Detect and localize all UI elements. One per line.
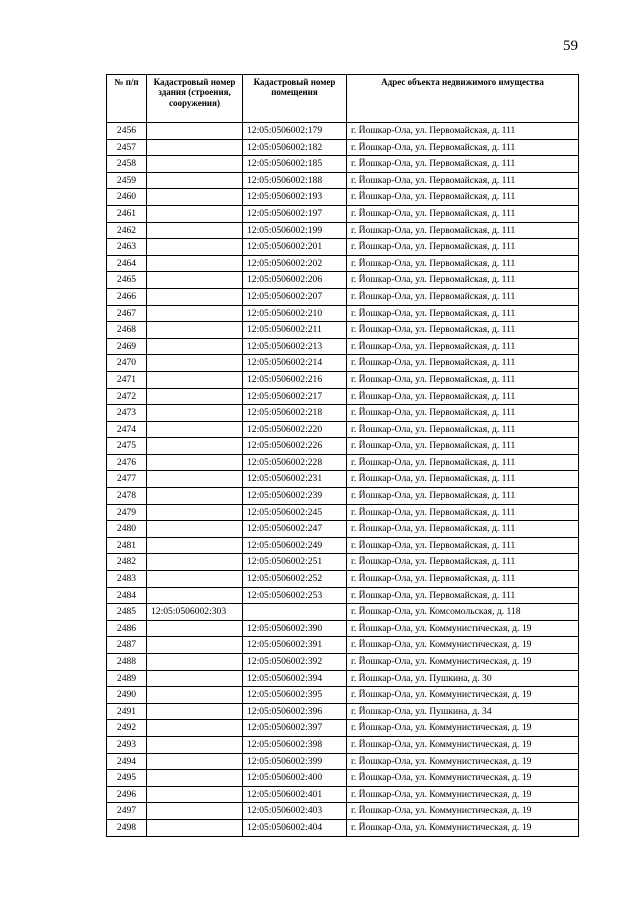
cell-premises-cadastral-number: 12:05:0506002:392 <box>243 654 347 671</box>
cell-premises-cadastral-number: 12:05:0506002:247 <box>243 521 347 538</box>
cell-property-address: г. Йошкар-Ола, ул. Коммунистическая, д. 19 <box>347 654 579 671</box>
table-row <box>107 438 579 455</box>
cell-premises-cadastral-number: 12:05:0506002:396 <box>243 703 347 720</box>
table-row <box>107 471 579 488</box>
cell-row-number: 2474 <box>107 421 147 438</box>
cell-premises-cadastral-number: 12:05:0506002:399 <box>243 753 347 770</box>
cell-premises-cadastral-number: 12:05:0506002:213 <box>243 338 347 355</box>
cell-premises-cadastral-number: 12:05:0506002:228 <box>243 454 347 471</box>
table-row <box>107 156 579 173</box>
cell-row-number: 2464 <box>107 255 147 272</box>
cell-property-address: г. Йошкар-Ола, ул. Первомайская, д. 111 <box>347 288 579 305</box>
cell-building-cadastral-number <box>147 205 243 222</box>
cell-building-cadastral-number <box>147 587 243 604</box>
cell-building-cadastral-number <box>147 438 243 455</box>
cell-row-number: 2462 <box>107 222 147 239</box>
cell-premises-cadastral-number: 12:05:0506002:397 <box>243 720 347 737</box>
cell-building-cadastral-number <box>147 819 243 836</box>
cell-building-cadastral-number <box>147 720 243 737</box>
cell-premises-cadastral-number: 12:05:0506002:182 <box>243 139 347 156</box>
cell-building-cadastral-number <box>147 288 243 305</box>
cell-premises-cadastral-number: 12:05:0506002:404 <box>243 819 347 836</box>
cell-premises-cadastral-number: 12:05:0506002:199 <box>243 222 347 239</box>
cell-building-cadastral-number <box>147 405 243 422</box>
cell-building-cadastral-number <box>147 189 243 206</box>
cell-property-address: г. Йошкар-Ола, ул. Первомайская, д. 111 <box>347 388 579 405</box>
cell-building-cadastral-number <box>147 338 243 355</box>
cell-row-number: 2498 <box>107 819 147 836</box>
table-row <box>107 670 579 687</box>
cell-row-number: 2456 <box>107 123 147 140</box>
table-row <box>107 405 579 422</box>
cell-building-cadastral-number <box>147 488 243 505</box>
cell-property-address: г. Йошкар-Ола, ул. Первомайская, д. 111 <box>347 156 579 173</box>
cell-building-cadastral-number <box>147 521 243 538</box>
cell-row-number: 2465 <box>107 272 147 289</box>
cell-premises-cadastral-number: 12:05:0506002:403 <box>243 803 347 820</box>
cell-row-number: 2483 <box>107 571 147 588</box>
cell-property-address: г. Йошкар-Ола, ул. Коммунистическая, д. 19 <box>347 803 579 820</box>
table-row <box>107 355 579 372</box>
cell-building-cadastral-number <box>147 753 243 770</box>
cell-premises-cadastral-number: 12:05:0506002:185 <box>243 156 347 173</box>
cell-row-number: 2470 <box>107 355 147 372</box>
cell-building-cadastral-number <box>147 355 243 372</box>
cell-building-cadastral-number <box>147 687 243 704</box>
cell-premises-cadastral-number: 12:05:0506002:390 <box>243 620 347 637</box>
cell-property-address: г. Йошкар-Ола, ул. Первомайская, д. 111 <box>347 305 579 322</box>
cell-row-number: 2492 <box>107 720 147 737</box>
cell-row-number: 2459 <box>107 172 147 189</box>
cell-property-address: г. Йошкар-Ола, ул. Коммунистическая, д. 19 <box>347 786 579 803</box>
cell-property-address: г. Йошкар-Ола, ул. Первомайская, д. 111 <box>347 255 579 272</box>
table-row <box>107 288 579 305</box>
table-row <box>107 388 579 405</box>
cell-property-address: г. Йошкар-Ола, ул. Первомайская, д. 111 <box>347 454 579 471</box>
cell-premises-cadastral-number: 12:05:0506002:179 <box>243 123 347 140</box>
cell-row-number: 2458 <box>107 156 147 173</box>
cell-premises-cadastral-number: 12:05:0506002:210 <box>243 305 347 322</box>
cell-row-number: 2494 <box>107 753 147 770</box>
table-row <box>107 488 579 505</box>
cell-building-cadastral-number <box>147 770 243 787</box>
cell-premises-cadastral-number: 12:05:0506002:206 <box>243 272 347 289</box>
table-row <box>107 322 579 339</box>
cell-property-address: г. Йошкар-Ола, ул. Коммунистическая, д. 19 <box>347 637 579 654</box>
cell-premises-cadastral-number: 12:05:0506002:253 <box>243 587 347 604</box>
cell-property-address: г. Йошкар-Ола, ул. Первомайская, д. 111 <box>347 504 579 521</box>
cell-row-number: 2467 <box>107 305 147 322</box>
cell-row-number: 2481 <box>107 537 147 554</box>
cell-row-number: 2489 <box>107 670 147 687</box>
cell-building-cadastral-number <box>147 388 243 405</box>
table-row <box>107 571 579 588</box>
cell-building-cadastral-number <box>147 156 243 173</box>
cell-building-cadastral-number <box>147 620 243 637</box>
cell-building-cadastral-number <box>147 272 243 289</box>
cell-property-address: г. Йошкар-Ола, ул. Коммунистическая, д. 19 <box>347 770 579 787</box>
cell-row-number: 2473 <box>107 405 147 422</box>
cell-premises-cadastral-number: 12:05:0506002:239 <box>243 488 347 505</box>
cell-premises-cadastral-number: 12:05:0506002:395 <box>243 687 347 704</box>
cell-building-cadastral-number <box>147 222 243 239</box>
cell-row-number: 2469 <box>107 338 147 355</box>
cell-premises-cadastral-number: 12:05:0506002:231 <box>243 471 347 488</box>
cell-premises-cadastral-number: 12:05:0506002:216 <box>243 371 347 388</box>
table-row <box>107 139 579 156</box>
cell-building-cadastral-number <box>147 736 243 753</box>
cell-property-address: г. Йошкар-Ола, ул. Первомайская, д. 111 <box>347 405 579 422</box>
table-row <box>107 819 579 836</box>
table-row <box>107 803 579 820</box>
table-row <box>107 222 579 239</box>
table-row <box>107 272 579 289</box>
cell-row-number: 2476 <box>107 454 147 471</box>
cell-row-number: 2461 <box>107 205 147 222</box>
table-row <box>107 604 579 621</box>
table-row <box>107 537 579 554</box>
table-row <box>107 454 579 471</box>
cell-row-number: 2478 <box>107 488 147 505</box>
cell-building-cadastral-number <box>147 537 243 554</box>
cell-premises-cadastral-number: 12:05:0506002:252 <box>243 571 347 588</box>
header-row-number: № п/п <box>107 75 147 123</box>
cell-building-cadastral-number: 12:05:0506002:303 <box>147 604 243 621</box>
cell-premises-cadastral-number: 12:05:0506002:211 <box>243 322 347 339</box>
cell-building-cadastral-number <box>147 139 243 156</box>
cell-property-address: г. Йошкар-Ола, ул. Первомайская, д. 111 <box>347 554 579 571</box>
cell-property-address: г. Йошкар-Ола, ул. Первомайская, д. 111 <box>347 471 579 488</box>
cell-property-address: г. Йошкар-Ола, ул. Первомайская, д. 111 <box>347 421 579 438</box>
cell-premises-cadastral-number: 12:05:0506002:394 <box>243 670 347 687</box>
cell-building-cadastral-number <box>147 504 243 521</box>
cell-property-address: г. Йошкар-Ола, ул. Коммунистическая, д. 19 <box>347 687 579 704</box>
table-row <box>107 239 579 256</box>
cell-row-number: 2466 <box>107 288 147 305</box>
table-row <box>107 736 579 753</box>
cell-row-number: 2486 <box>107 620 147 637</box>
cell-property-address: г. Йошкар-Ола, ул. Первомайская, д. 111 <box>347 123 579 140</box>
cell-building-cadastral-number <box>147 123 243 140</box>
cell-premises-cadastral-number: 12:05:0506002:391 <box>243 637 347 654</box>
table-row <box>107 654 579 671</box>
cell-property-address: г. Йошкар-Ола, ул. Первомайская, д. 111 <box>347 537 579 554</box>
cell-premises-cadastral-number: 12:05:0506002:220 <box>243 421 347 438</box>
cell-building-cadastral-number <box>147 703 243 720</box>
cell-row-number: 2482 <box>107 554 147 571</box>
cell-row-number: 2496 <box>107 786 147 803</box>
table-row <box>107 338 579 355</box>
table-row <box>107 786 579 803</box>
cell-building-cadastral-number <box>147 255 243 272</box>
table-header-row <box>107 75 579 123</box>
cell-premises-cadastral-number: 12:05:0506002:245 <box>243 504 347 521</box>
cell-row-number: 2477 <box>107 471 147 488</box>
cell-premises-cadastral-number: 12:05:0506002:400 <box>243 770 347 787</box>
table-row <box>107 620 579 637</box>
cell-premises-cadastral-number: 12:05:0506002:197 <box>243 205 347 222</box>
table-row <box>107 504 579 521</box>
table-row <box>107 172 579 189</box>
table-row <box>107 554 579 571</box>
cell-building-cadastral-number <box>147 371 243 388</box>
table-row <box>107 770 579 787</box>
cell-property-address: г. Йошкар-Ола, ул. Первомайская, д. 111 <box>347 521 579 538</box>
cell-property-address: г. Йошкар-Ола, ул. Коммунистическая, д. 19 <box>347 620 579 637</box>
cell-row-number: 2488 <box>107 654 147 671</box>
cell-property-address: г. Йошкар-Ола, ул. Первомайская, д. 111 <box>347 239 579 256</box>
table-row <box>107 687 579 704</box>
cell-premises-cadastral-number: 12:05:0506002:251 <box>243 554 347 571</box>
cell-property-address: г. Йошкар-Ола, ул. Первомайская, д. 111 <box>347 205 579 222</box>
header-property-address: Адрес объекта недвижимого имущества <box>347 75 579 123</box>
cell-row-number: 2487 <box>107 637 147 654</box>
cell-row-number: 2480 <box>107 521 147 538</box>
cell-building-cadastral-number <box>147 421 243 438</box>
cell-building-cadastral-number <box>147 239 243 256</box>
cell-row-number: 2495 <box>107 770 147 787</box>
table-row <box>107 521 579 538</box>
cell-premises-cadastral-number: 12:05:0506002:249 <box>243 537 347 554</box>
table-row <box>107 305 579 322</box>
cell-row-number: 2491 <box>107 703 147 720</box>
cell-premises-cadastral-number <box>243 604 347 621</box>
cell-premises-cadastral-number: 12:05:0506002:201 <box>243 239 347 256</box>
cell-property-address: г. Йошкар-Ола, ул. Первомайская, д. 111 <box>347 222 579 239</box>
cell-row-number: 2472 <box>107 388 147 405</box>
cell-building-cadastral-number <box>147 670 243 687</box>
cell-row-number: 2463 <box>107 239 147 256</box>
cell-premises-cadastral-number: 12:05:0506002:214 <box>243 355 347 372</box>
cell-premises-cadastral-number: 12:05:0506002:207 <box>243 288 347 305</box>
cell-premises-cadastral-number: 12:05:0506002:226 <box>243 438 347 455</box>
cell-premises-cadastral-number: 12:05:0506002:217 <box>243 388 347 405</box>
cell-row-number: 2493 <box>107 736 147 753</box>
table-row <box>107 637 579 654</box>
cell-building-cadastral-number <box>147 454 243 471</box>
cell-building-cadastral-number <box>147 471 243 488</box>
table-row <box>107 587 579 604</box>
cell-property-address: г. Йошкар-Ола, ул. Первомайская, д. 111 <box>347 371 579 388</box>
cell-row-number: 2471 <box>107 371 147 388</box>
cell-building-cadastral-number <box>147 654 243 671</box>
table-row <box>107 189 579 206</box>
table-row <box>107 255 579 272</box>
cell-property-address: г. Йошкар-Ола, ул. Пушкина, д. 30 <box>347 670 579 687</box>
cell-property-address: г. Йошкар-Ола, ул. Первомайская, д. 111 <box>347 355 579 372</box>
cell-premises-cadastral-number: 12:05:0506002:398 <box>243 736 347 753</box>
cell-property-address: г. Йошкар-Ола, ул. Первомайская, д. 111 <box>347 172 579 189</box>
cell-row-number: 2475 <box>107 438 147 455</box>
table-row <box>107 371 579 388</box>
cell-row-number: 2497 <box>107 803 147 820</box>
table-row <box>107 123 579 140</box>
table-row <box>107 421 579 438</box>
cell-building-cadastral-number <box>147 554 243 571</box>
cell-building-cadastral-number <box>147 637 243 654</box>
cell-property-address: г. Йошкар-Ола, ул. Коммунистическая, д. 19 <box>347 736 579 753</box>
cell-property-address: г. Йошкар-Ола, ул. Первомайская, д. 111 <box>347 587 579 604</box>
header-building-cadastral-number: Кадастровый номер здания (строения, сооружения) <box>147 75 243 123</box>
cell-premises-cadastral-number: 12:05:0506002:401 <box>243 786 347 803</box>
cell-property-address: г. Йошкар-Ола, ул. Пушкина, д. 34 <box>347 703 579 720</box>
cell-row-number: 2457 <box>107 139 147 156</box>
cell-building-cadastral-number <box>147 571 243 588</box>
table-row <box>107 703 579 720</box>
cell-property-address: г. Йошкар-Ола, ул. Комсомольская, д. 118 <box>347 604 579 621</box>
table-row <box>107 205 579 222</box>
cell-property-address: г. Йошкар-Ола, ул. Первомайская, д. 111 <box>347 272 579 289</box>
cell-premises-cadastral-number: 12:05:0506002:202 <box>243 255 347 272</box>
cell-premises-cadastral-number: 12:05:0506002:218 <box>243 405 347 422</box>
header-premises-cadastral-number: Кадастровый номер помещения <box>243 75 347 123</box>
table-body <box>107 123 579 837</box>
cell-row-number: 2485 <box>107 604 147 621</box>
table-row <box>107 720 579 737</box>
cell-property-address: г. Йошкар-Ола, ул. Первомайская, д. 111 <box>347 338 579 355</box>
cell-building-cadastral-number <box>147 786 243 803</box>
cell-premises-cadastral-number: 12:05:0506002:188 <box>243 172 347 189</box>
cell-property-address: г. Йошкар-Ола, ул. Первомайская, д. 111 <box>347 571 579 588</box>
cell-property-address: г. Йошкар-Ола, ул. Первомайская, д. 111 <box>347 488 579 505</box>
cell-building-cadastral-number <box>147 172 243 189</box>
cell-property-address: г. Йошкар-Ола, ул. Первомайская, д. 111 <box>347 322 579 339</box>
cell-property-address: г. Йошкар-Ола, ул. Коммунистическая, д. 19 <box>347 819 579 836</box>
cell-building-cadastral-number <box>147 305 243 322</box>
cell-premises-cadastral-number: 12:05:0506002:193 <box>243 189 347 206</box>
cell-building-cadastral-number <box>147 803 243 820</box>
table-row <box>107 753 579 770</box>
cell-property-address: г. Йошкар-Ола, ул. Первомайская, д. 111 <box>347 139 579 156</box>
cell-property-address: г. Йошкар-Ола, ул. Первомайская, д. 111 <box>347 189 579 206</box>
cell-row-number: 2490 <box>107 687 147 704</box>
property-registry-table <box>106 74 579 837</box>
cell-row-number: 2479 <box>107 504 147 521</box>
cell-row-number: 2468 <box>107 322 147 339</box>
cell-property-address: г. Йошкар-Ола, ул. Первомайская, д. 111 <box>347 438 579 455</box>
cell-row-number: 2460 <box>107 189 147 206</box>
cell-building-cadastral-number <box>147 322 243 339</box>
cell-property-address: г. Йошкар-Ола, ул. Коммунистическая, д. 19 <box>347 720 579 737</box>
page-number: 59 <box>563 38 578 54</box>
cell-property-address: г. Йошкар-Ола, ул. Коммунистическая, д. 19 <box>347 753 579 770</box>
cell-row-number: 2484 <box>107 587 147 604</box>
